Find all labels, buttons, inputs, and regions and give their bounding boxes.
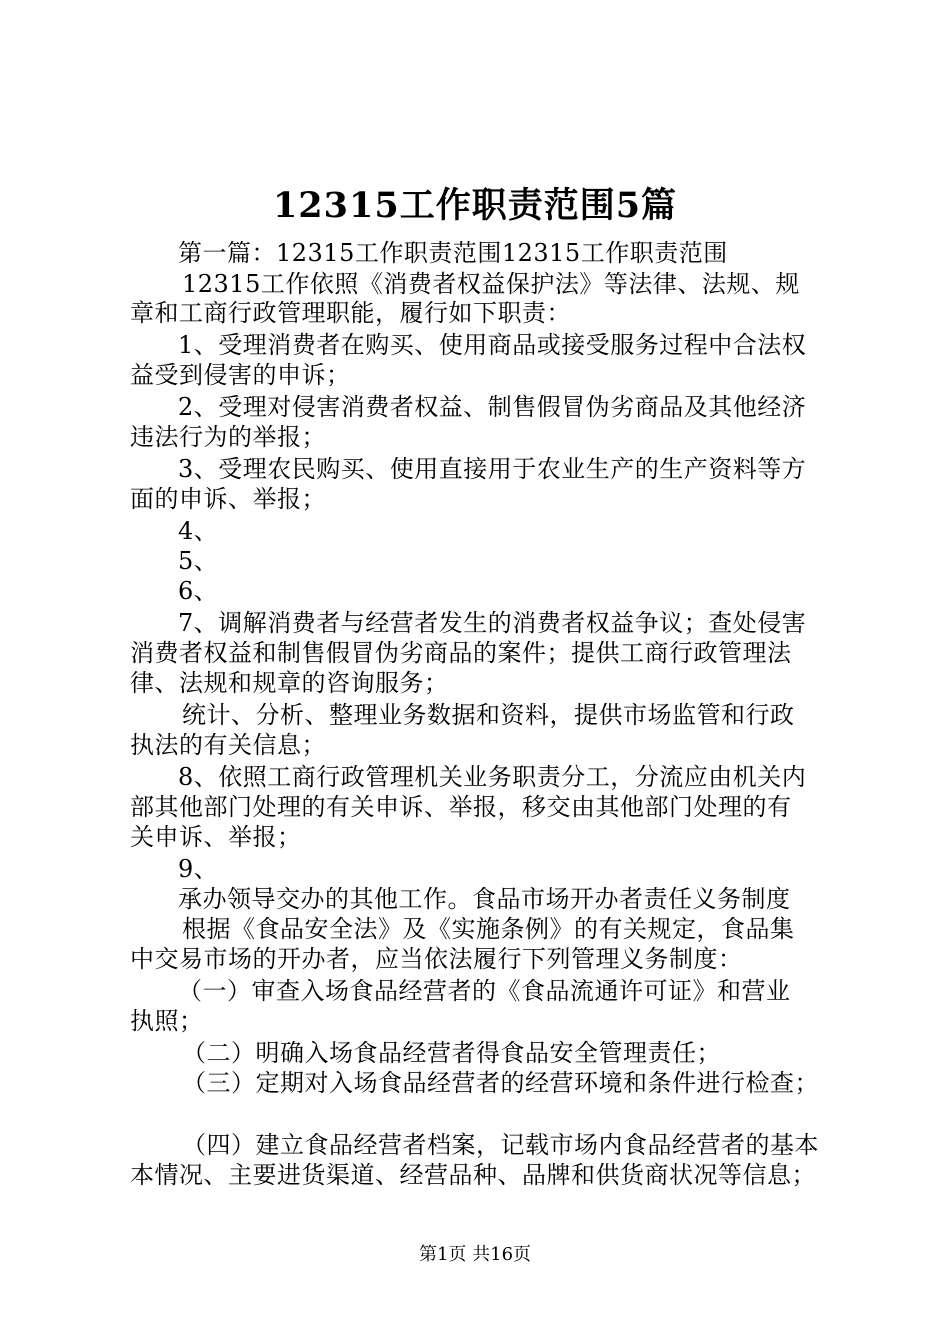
paragraph-line: 面的申诉、举报； (130, 485, 326, 513)
paragraph-line: 第一篇：12315工作职责范围12315工作职责范围 (178, 239, 728, 267)
paragraph-line: 根据《食品安全法》及《实施条例》的有关规定，食品集 (182, 915, 795, 943)
paragraph-line: （一）审查入场食品经营者的《食品流通许可证》和营业 (178, 977, 791, 1005)
paragraph-line: 9、 (178, 855, 219, 883)
paragraph-line: 律、法规和规章的咨询服务； (130, 669, 449, 697)
paragraph-line: 中交易市场的开办者，应当依法履行下列管理义务制度： (130, 945, 743, 973)
paragraph-line: 关申诉、举报； (130, 823, 302, 851)
paragraph-line: 执法的有关信息； (130, 731, 326, 759)
paragraph-line: 4、 (178, 517, 219, 545)
page-number-footer: 第1页 共16页 (418, 1244, 532, 1265)
paragraph-line: 2、受理对侵害消费者权益、制售假冒伪劣商品及其他经济 (178, 393, 807, 421)
paragraph-line: 益受到侵害的申诉； (130, 361, 351, 389)
paragraph-line: 部其他部门处理的有关申诉、举报，移交由其他部门处理的有 (130, 793, 792, 821)
paragraph-line: 违法行为的举报； (130, 423, 326, 451)
document-title: 12315工作职责范围5篇 (272, 185, 678, 226)
paragraph-line: （二）明确入场食品经营者得食品安全管理责任； (182, 1039, 721, 1067)
paragraph-line: 8、依照工商行政管理机关业务职责分工，分流应由机关内 (178, 763, 807, 791)
paragraph-line: 1、受理消费者在购买、使用商品或接受服务过程中合法权 (178, 331, 807, 359)
paragraph-line: 3、受理农民购买、使用直接用于农业生产的生产资料等方 (178, 455, 807, 483)
paragraph-line: （四）建立食品经营者档案，记载市场内食品经营者的基本 (182, 1131, 819, 1159)
paragraph-line: 6、 (178, 577, 219, 605)
paragraph-line: 章和工商行政管理职能，履行如下职责： (130, 299, 571, 327)
paragraph-line: 统计、分析、整理业务数据和资料，提供市场监管和行政 (182, 701, 795, 729)
paragraph-line: 承办领导交办的其他工作。食品市场开办者责任义务制度 (178, 885, 791, 913)
paragraph-line: 本情况、主要进货渠道、经营品种、品牌和供货商状况等信息； (130, 1161, 816, 1189)
paragraph-line: （三）定期对入场食品经营者的经营环境和条件进行检查； (182, 1069, 819, 1097)
paragraph-line: 执照； (130, 1007, 204, 1035)
paragraph-line: 7、调解消费者与经营者发生的消费者权益争议；查处侵害 (178, 609, 807, 637)
paragraph-line: 12315工作依照《消费者权益保护法》等法律、法规、规 (182, 270, 800, 298)
paragraph-line: 5、 (178, 547, 219, 575)
paragraph-line: 消费者权益和制售假冒伪劣商品的案件；提供工商行政管理法 (130, 639, 792, 667)
